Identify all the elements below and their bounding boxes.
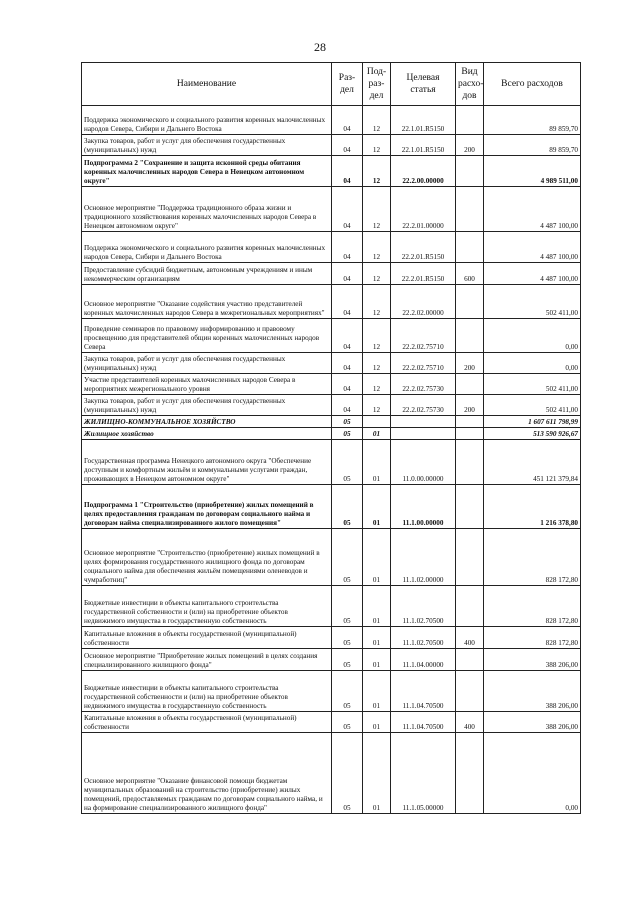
cell-target: 22.2.01.R5150 — [391, 232, 456, 263]
table-row — [82, 285, 581, 319]
cell-target: 22.2.01.00000 — [391, 187, 456, 232]
table-row — [82, 156, 581, 187]
header-name: Наименование — [82, 63, 332, 106]
cell-name: Закупка товаров, работ и услуг для обеспечения государственных (муниципальных) нужд — [82, 395, 332, 416]
table-row — [82, 319, 581, 353]
cell-name: Подпрограмма 2 "Сохранение и защита исконной среды обитания коренных малочисленных народов Севера в Ненецком автономном округе" — [82, 156, 332, 187]
table-row — [82, 440, 581, 485]
cell-target — [391, 428, 456, 440]
table-row — [82, 428, 581, 440]
cell-section: 05 — [332, 485, 363, 529]
table-row — [82, 395, 581, 416]
cell-kind: 400 — [456, 627, 484, 649]
cell-section: 04 — [332, 319, 363, 353]
cell-section: 04 — [332, 395, 363, 416]
cell-target: 22.2.00.00000 — [391, 156, 456, 187]
cell-section: 05 — [332, 440, 363, 485]
cell-target: 11.1.02.70500 — [391, 627, 456, 649]
cell-kind — [456, 671, 484, 712]
cell-total: 4 487 100,00 — [484, 263, 581, 285]
cell-total: 502 411,00 — [484, 374, 581, 395]
cell-name: Проведение семинаров по правовому информированию и правовому просвещению для представителей общин коренных малочисленных народов Севера — [82, 319, 332, 353]
cell-target — [391, 416, 456, 428]
cell-total: 4 487 100,00 — [484, 232, 581, 263]
cell-subsection: 01 — [363, 649, 391, 671]
cell-total: 828 172,80 — [484, 627, 581, 649]
table-row — [82, 649, 581, 671]
cell-section: 04 — [332, 156, 363, 187]
cell-name: Основное мероприятие "Строительство (приобретение) жилых помещений в целях формирования государственного жилищного фонда по договорам социального найма для обеспечения жильём помещениями оленеводов и чумработниц" — [82, 529, 332, 586]
cell-name: ЖИЛИЩНО-КОММУНАЛЬНОЕ ХОЗЯЙСТВО — [82, 416, 332, 428]
cell-kind — [456, 187, 484, 232]
cell-section: 05 — [332, 649, 363, 671]
cell-subsection: 12 — [363, 232, 391, 263]
cell-total: 502 411,00 — [484, 395, 581, 416]
cell-name: Поддержка экономического и социального развития коренных малочисленных народов Севера, Сибири и Дальнего Востока — [82, 106, 332, 135]
cell-section: 05 — [332, 416, 363, 428]
cell-name: Закупка товаров, работ и услуг для обеспечения государственных (муниципальных) нужд — [82, 353, 332, 374]
table-row — [82, 529, 581, 586]
cell-total: 502 411,00 — [484, 285, 581, 319]
cell-target: 11.1.05.00000 — [391, 733, 456, 814]
cell-name: Капитальные вложения в объекты государственной (муниципальной) собственности — [82, 712, 332, 733]
cell-section: 05 — [332, 428, 363, 440]
cell-subsection — [363, 416, 391, 428]
cell-kind — [456, 232, 484, 263]
cell-section: 04 — [332, 106, 363, 135]
cell-kind — [456, 319, 484, 353]
cell-name: Закупка товаров, работ и услуг для обеспечения государственных (муниципальных) нужд — [82, 135, 332, 156]
cell-section: 04 — [332, 187, 363, 232]
cell-subsection: 12 — [363, 187, 391, 232]
cell-kind — [456, 733, 484, 814]
cell-name: Бюджетные инвестиции в объекты капитального строительства государственной собственности и (или) на приобретение объектов недвижимого имущества в государственную собственность — [82, 586, 332, 627]
cell-total: 828 172,80 — [484, 586, 581, 627]
table-row — [82, 671, 581, 712]
cell-section: 04 — [332, 285, 363, 319]
table-row — [82, 485, 581, 529]
cell-total: 4 989 511,00 — [484, 156, 581, 187]
cell-kind — [456, 285, 484, 319]
cell-name: Поддержка экономического и социального развития коренных малочисленных народов Севера, Сибири и Дальнего Востока — [82, 232, 332, 263]
cell-total: 1 216 378,80 — [484, 485, 581, 529]
cell-subsection: 01 — [363, 428, 391, 440]
cell-subsection: 01 — [363, 627, 391, 649]
cell-subsection: 12 — [363, 156, 391, 187]
cell-name: Участие представителей коренных малочисленных народов Севера в мероприятиях межрегионального уровня — [82, 374, 332, 395]
cell-kind — [456, 416, 484, 428]
cell-kind — [456, 156, 484, 187]
cell-target: 11.1.04.00000 — [391, 649, 456, 671]
budget-table — [81, 62, 581, 814]
cell-total: 828 172,80 — [484, 529, 581, 586]
cell-subsection: 01 — [363, 733, 391, 814]
table-row — [82, 374, 581, 395]
cell-name: Предоставление субсидий бюджетным, автономным учреждениям и иным некоммерческим организациям — [82, 263, 332, 285]
table-row — [82, 627, 581, 649]
cell-total: 388 206,00 — [484, 712, 581, 733]
table-row — [82, 263, 581, 285]
cell-total: 388 206,00 — [484, 649, 581, 671]
cell-kind — [456, 106, 484, 135]
cell-subsection: 01 — [363, 529, 391, 586]
cell-kind — [456, 649, 484, 671]
table-row — [82, 187, 581, 232]
cell-kind — [456, 428, 484, 440]
cell-total: 388 206,00 — [484, 671, 581, 712]
cell-kind — [456, 440, 484, 485]
cell-subsection: 12 — [363, 135, 391, 156]
cell-kind: 200 — [456, 135, 484, 156]
page-number: 28 — [314, 40, 326, 54]
cell-target: 22.2.02.00000 — [391, 285, 456, 319]
cell-kind — [456, 586, 484, 627]
cell-target: 22.2.01.R5150 — [391, 263, 456, 285]
cell-total: 451 121 379,84 — [484, 440, 581, 485]
cell-target: 22.1.01.R5150 — [391, 106, 456, 135]
cell-kind: 200 — [456, 353, 484, 374]
table-row — [82, 586, 581, 627]
table-body — [82, 106, 581, 814]
cell-kind — [456, 529, 484, 586]
cell-target: 11.1.00.00000 — [391, 485, 456, 529]
header-subsection: Под- раз- дел — [363, 63, 391, 106]
cell-section: 05 — [332, 586, 363, 627]
cell-total: 513 590 926,67 — [484, 428, 581, 440]
table-header-row — [82, 63, 581, 106]
cell-total: 0,00 — [484, 353, 581, 374]
cell-target: 22.2.02.75710 — [391, 319, 456, 353]
cell-kind: 400 — [456, 712, 484, 733]
cell-section: 04 — [332, 135, 363, 156]
cell-target: 11.1.02.70500 — [391, 586, 456, 627]
cell-name: Жилищное хозяйство — [82, 428, 332, 440]
cell-name: Капитальные вложения в объекты государственной (муниципальной) собственности — [82, 627, 332, 649]
cell-target: 22.1.01.R5150 — [391, 135, 456, 156]
cell-target: 22.2.02.75730 — [391, 374, 456, 395]
cell-subsection: 12 — [363, 353, 391, 374]
cell-total: 89 859,70 — [484, 106, 581, 135]
table-row — [82, 712, 581, 733]
cell-total: 0,00 — [484, 733, 581, 814]
cell-target: 11.1.04.70500 — [391, 712, 456, 733]
cell-subsection: 12 — [363, 263, 391, 285]
cell-section: 04 — [332, 232, 363, 263]
cell-kind — [456, 374, 484, 395]
cell-subsection: 12 — [363, 395, 391, 416]
cell-target: 11.0.00.00000 — [391, 440, 456, 485]
header-section: Раз- дел — [332, 63, 363, 106]
header-target: Целевая статья — [391, 63, 456, 106]
cell-subsection: 01 — [363, 586, 391, 627]
header-kind: Вид расхо- дов — [456, 63, 484, 106]
cell-section: 05 — [332, 671, 363, 712]
cell-name: Государственная программа Ненецкого автономного округа "Обеспечение доступным и комфортным жильём и коммунальными услугами граждан, проживающих в Ненецком автономном округе" — [82, 440, 332, 485]
cell-total: 89 859,70 — [484, 135, 581, 156]
cell-total: 1 607 611 798,99 — [484, 416, 581, 428]
cell-subsection: 12 — [363, 319, 391, 353]
cell-section: 04 — [332, 263, 363, 285]
cell-section: 05 — [332, 733, 363, 814]
cell-section: 04 — [332, 353, 363, 374]
cell-target: 11.1.04.70500 — [391, 671, 456, 712]
cell-name: Подпрограмма 1 "Строительство (приобретение) жилых помещений в целях предоставления гражданам по договорам социального найма и договорам найма специализированного жилого помещения" — [82, 485, 332, 529]
table-row — [82, 733, 581, 814]
cell-subsection: 12 — [363, 285, 391, 319]
cell-subsection: 01 — [363, 440, 391, 485]
cell-name: Основное мероприятие "Оказание финансовой помощи бюджетам муниципальных образований на строительство (приобретение) жилых помещений, предоставляемых гражданам по договорам социального найма, и на формирование специализированного жилищного фонда" — [82, 733, 332, 814]
cell-kind: 600 — [456, 263, 484, 285]
table-row — [82, 232, 581, 263]
cell-total: 4 487 100,00 — [484, 187, 581, 232]
cell-kind — [456, 485, 484, 529]
cell-name: Основное мероприятие "Поддержка традиционного образа жизни и традиционного хозяйствования коренных малочисленных народов Севера в Ненецком автономном округе" — [82, 187, 332, 232]
cell-subsection: 01 — [363, 485, 391, 529]
cell-target: 11.1.02.00000 — [391, 529, 456, 586]
table-row — [82, 106, 581, 135]
cell-name: Основное мероприятие "Приобретение жилых помещений в целях создания специализированного жилищного фонда" — [82, 649, 332, 671]
cell-name: Бюджетные инвестиции в объекты капитального строительства государственной собственности и (или) на приобретение объектов недвижимого имущества в государственную собственность — [82, 671, 332, 712]
cell-target: 22.2.02.75710 — [391, 353, 456, 374]
cell-section: 05 — [332, 627, 363, 649]
table-row — [82, 353, 581, 374]
cell-section: 05 — [332, 529, 363, 586]
header-total: Всего расходов — [484, 63, 581, 106]
table-row — [82, 416, 581, 428]
cell-subsection: 12 — [363, 374, 391, 395]
cell-kind: 200 — [456, 395, 484, 416]
cell-name: Основное мероприятие "Оказание содействия участию представителей коренных малочисленных народов Севера в межрегиональных мероприятиях" — [82, 285, 332, 319]
cell-target: 22.2.02.75730 — [391, 395, 456, 416]
cell-total: 0,00 — [484, 319, 581, 353]
cell-section: 04 — [332, 374, 363, 395]
table-row — [82, 135, 581, 156]
cell-subsection: 12 — [363, 106, 391, 135]
cell-section: 05 — [332, 712, 363, 733]
cell-subsection: 01 — [363, 671, 391, 712]
cell-subsection: 01 — [363, 712, 391, 733]
